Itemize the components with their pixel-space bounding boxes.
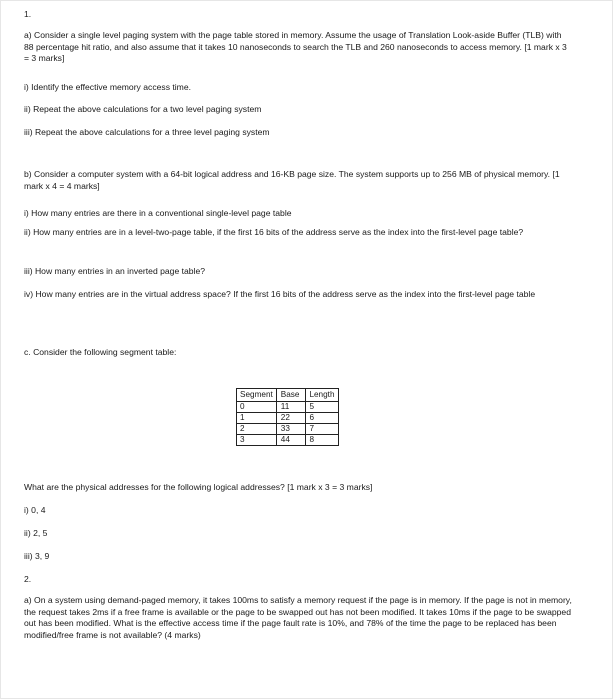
segment-column-header: Segment [237,389,277,402]
question-1a-intro: a) Consider a single level paging system with the page table stored in memory. Assume the usage of Translation Look-aside Buffer (TLB) with 88 percentage hit ratio, and also assume that it takes 10 nanoseconds to search the TLB and 260 nanoseconds to access memory. [1 mark x 3 = 3 marks] [24,30,567,63]
question-1c-item-ii: ii) 2, 5 [24,528,48,538]
base-cell: 44 [276,435,306,446]
question-1b-item-iii: iii) How many entries in an inverted page table? [24,266,206,276]
question-2a-text: a) On a system using demand-paged memory, it takes 100ms to satisfy a memory request if the page is in memory. If the page is not in memory, the request takes 2ms if a free frame is available or the page to be swapped out has not been modified. It takes 10ms if the page to be swapped out has been modified. What is the effective access time if the page fault rate is 10%, and 78% of the time the page to be replaced has been modified/free frame is not available? (4 marks) [24,595,572,640]
question-1a-item-i: i) Identify the effective memory access time. [24,82,192,92]
question-1a-item-ii: ii) Repeat the above calculations for a two level paging system [24,104,262,114]
length-column-header: Length [306,389,338,402]
length-cell: 8 [306,435,338,446]
length-cell: 5 [306,402,338,413]
question-1b-item-ii: ii) How many entries are in a level-two-page table, if the first 16 bits of the address serve as the index into the first-level page table? [24,227,524,237]
question-1b-item-i: i) How many entries are there in a conventional single-level page table [24,208,292,218]
segment-table [236,388,339,446]
question-1b-item-iv: iv) How many entries are in the virtual address space? If the first 16 bits of the address serve as the index into the first-level page table [24,289,536,299]
base-column-header: Base [276,389,306,402]
question-1-number: 1. [24,9,32,19]
base-cell: 33 [276,424,306,435]
base-cell: 22 [276,413,306,424]
table-row [237,402,339,413]
segment-table-header-row [237,389,339,402]
question-2-number: 2. [24,574,32,584]
question-1b-intro: b) Consider a computer system with a 64-bit logical address and 16-KB page size. The system supports up to 256 MB of physical memory. [1 mark x 4 = 4 marks] [24,169,560,191]
segment-cell: 3 [237,435,277,446]
question-1c-intro: c. Consider the following segment table: [24,347,177,357]
table-row [237,413,339,424]
length-cell: 7 [306,424,338,435]
segment-cell: 2 [237,424,277,435]
length-cell: 6 [306,413,338,424]
question-1c-question: What are the physical addresses for the following logical addresses? [1 mark x 3 = 3 marks] [24,482,373,492]
segment-cell: 1 [237,413,277,424]
segment-cell: 0 [237,402,277,413]
question-1c-item-iii: iii) 3, 9 [24,551,50,561]
base-cell: 11 [276,402,306,413]
table-row [237,424,339,435]
question-1a-item-iii: iii) Repeat the above calculations for a three level paging system [24,127,270,137]
question-1c-item-i: i) 0, 4 [24,505,46,515]
table-row [237,435,339,446]
